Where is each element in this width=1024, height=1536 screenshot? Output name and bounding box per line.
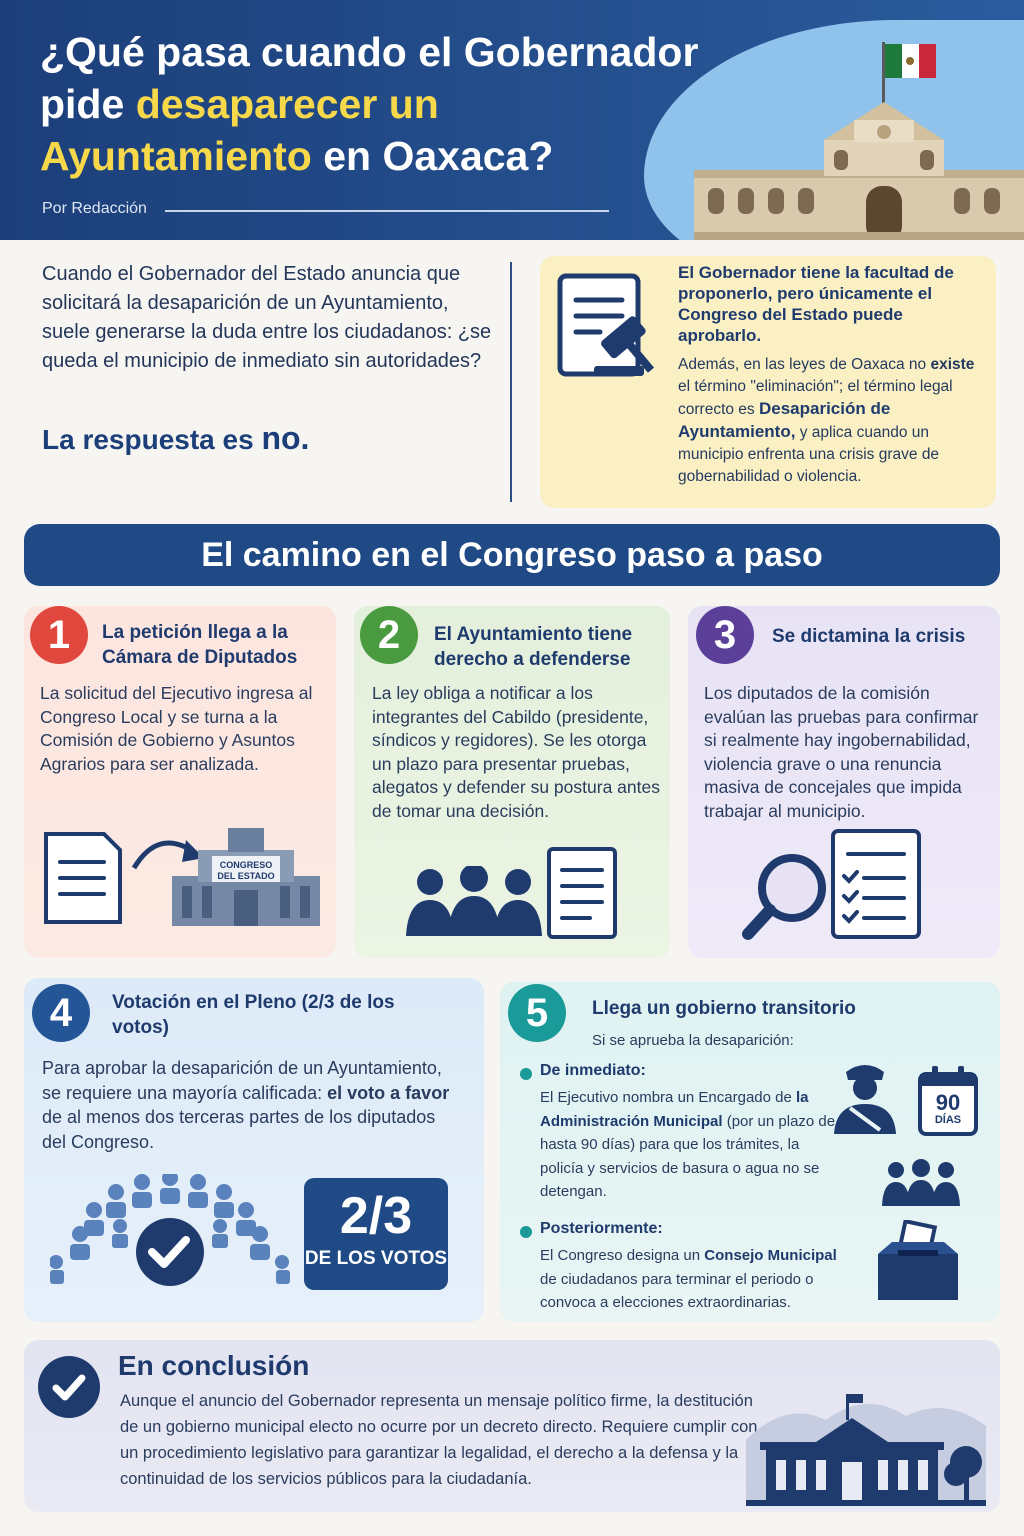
intro-answer [42, 420, 309, 457]
mexico-flag-icon [885, 44, 936, 78]
step-body-1: La solicitud del Ejecutivo ingresa al Congreso Local y se turna a la Comisión de Gobierno y Asuntos Agrarios para ser analizada. [40, 683, 313, 774]
conclusion-text: Aunque el anuncio del Gobernador representa un mensaje político firme, la destitución de un gobierno municipal electo no ocurre por un decreto directo. Requiere cumplir con un procedimiento legislativo para garantizar la legalidad, el derecho a la defensa y la continuidad de los servicios públicos para la ciudadanía. [120, 1392, 758, 1488]
bullet-head-1: De inmediato: [540, 1062, 646, 1079]
building-label-2: DEL ESTADO [217, 871, 275, 881]
answer-word: no. [261, 420, 310, 456]
answer-lead: La respuesta es [42, 424, 262, 455]
badge-fraction: 2/3 [339, 1187, 413, 1245]
municipal-building-icon [746, 1370, 986, 1506]
step-title-3: Se dictamina la crisis [772, 626, 966, 647]
government-palace-icon [684, 36, 1024, 240]
days-number: 90 [935, 1090, 961, 1115]
title-part-2: en Oaxaca? [311, 133, 554, 179]
badge-label: DE LOS VOTOS [304, 1248, 448, 1269]
step-title-4: Votación en el Pleno (2/3 de los votos) [112, 992, 395, 1038]
document-icon [42, 830, 124, 926]
days-label: DÍAS [934, 1114, 962, 1126]
bullet-dot [520, 1226, 532, 1238]
step-body-3: Los diputados de la comisión evalúan las pruebas para confirmar si realmente hay ingobernabilidad, violencia grave o una renuncia masiva de concejales que impida trabajar al municipio. [704, 683, 979, 821]
step-card-2 [354, 606, 670, 958]
magnifier-icon [740, 846, 836, 942]
step-title-1: La petición llega a la Cámara de Diputados [102, 622, 298, 668]
bullet-text-2: El Congreso designa un Consejo Municipal de ciudadanos para terminar el periodo o convoca a elecciones extraordinarias. [540, 1247, 837, 1311]
intro-divider [510, 262, 512, 502]
intro-text: Cuando el Gobernador del Estado anuncia que solicitará la desaparición de un Ayuntamiento, suele generarse la duda entre los ciudadanos: ¿se queda el municipio de inmediato sin autoridades? [42, 263, 492, 372]
police-officer-icon [834, 1058, 896, 1134]
byline: Por Redacción [42, 200, 147, 217]
ballot-box-icon [876, 1220, 960, 1302]
note-bold-text: El Gobernador tiene la facultad de proponerlo, pero únicamente el Congreso del Estado puede aprobarlo. [678, 263, 954, 345]
step-card-3 [688, 606, 1000, 958]
title-part-1: ¿Qué pasa cuando el Gobernador pide [40, 29, 699, 127]
step-card-1 [24, 606, 336, 958]
bullet-dot [520, 1068, 532, 1080]
check-icon [136, 1218, 204, 1286]
checklist-icon [830, 828, 922, 940]
step-card-4 [24, 978, 484, 1322]
header [0, 0, 1024, 240]
document-icon [546, 846, 618, 940]
conclusion-box [24, 1340, 1000, 1512]
step-number-2: 2 [360, 606, 418, 664]
bullet-head-2: Posteriormente: [540, 1220, 663, 1237]
seats-hemicycle-icon [50, 1174, 290, 1294]
step-number-4: 4 [32, 984, 90, 1042]
step-number-3: 3 [696, 606, 754, 664]
bullet-text-1: El Ejecutivo nombra un Encargado de la Administración Municipal (por un plazo de hasta 90 días) para que los trámites, la policía y servicios de basura o agua no se detengan. [540, 1089, 836, 1200]
step-number-1: 1 [30, 606, 88, 664]
byline-divider [165, 210, 609, 212]
title-highlight: desaparecer un Ayuntamiento [40, 81, 439, 179]
legal-note-box [540, 256, 996, 508]
step-body-2: La ley obliga a notificar a los integrantes del Cabildo (presidente, síndicos y regidores). Se les otorga un plazo para presentar pruebas, alegatos y defender su postura antes de tomar una decisión. [372, 683, 660, 821]
document-gavel-icon [554, 272, 664, 384]
step-body-4: Para aprobar la desaparición de un Ayuntamiento, se requiere una mayoría calificada: el voto a favor de al menos dos terceras partes de los diputados del Congreso. [42, 1058, 450, 1152]
step-title-2: El Ayuntamiento tiene derecho a defenderse [434, 624, 633, 670]
congress-building-icon [168, 826, 324, 926]
two-thirds-badge [304, 1178, 448, 1290]
calendar-icon [918, 1066, 978, 1136]
step-5-intro: Si se aprueba la desaparición: [592, 1032, 794, 1049]
people-group-icon [882, 1158, 960, 1206]
step-title-5: Llega un gobierno transitorio [592, 998, 856, 1019]
step-number-5: 5 [508, 984, 566, 1042]
people-group-icon [406, 866, 542, 938]
step-card-5 [500, 982, 1000, 1322]
conclusion-title: En conclusión [118, 1350, 310, 1381]
check-icon [38, 1356, 100, 1418]
note-body: Además, en las leyes de Oaxaca no existe el término "eliminación"; el término legal correcto es Desaparición de Ayuntamiento, y aplica cuando un municipio enfrenta una crisis grave de gobernabilidad o violencia. [678, 356, 975, 485]
steps-banner: El camino en el Congreso paso a paso [24, 524, 1000, 586]
page-title [40, 26, 720, 182]
building-label-1: CONGRESO [219, 860, 273, 870]
